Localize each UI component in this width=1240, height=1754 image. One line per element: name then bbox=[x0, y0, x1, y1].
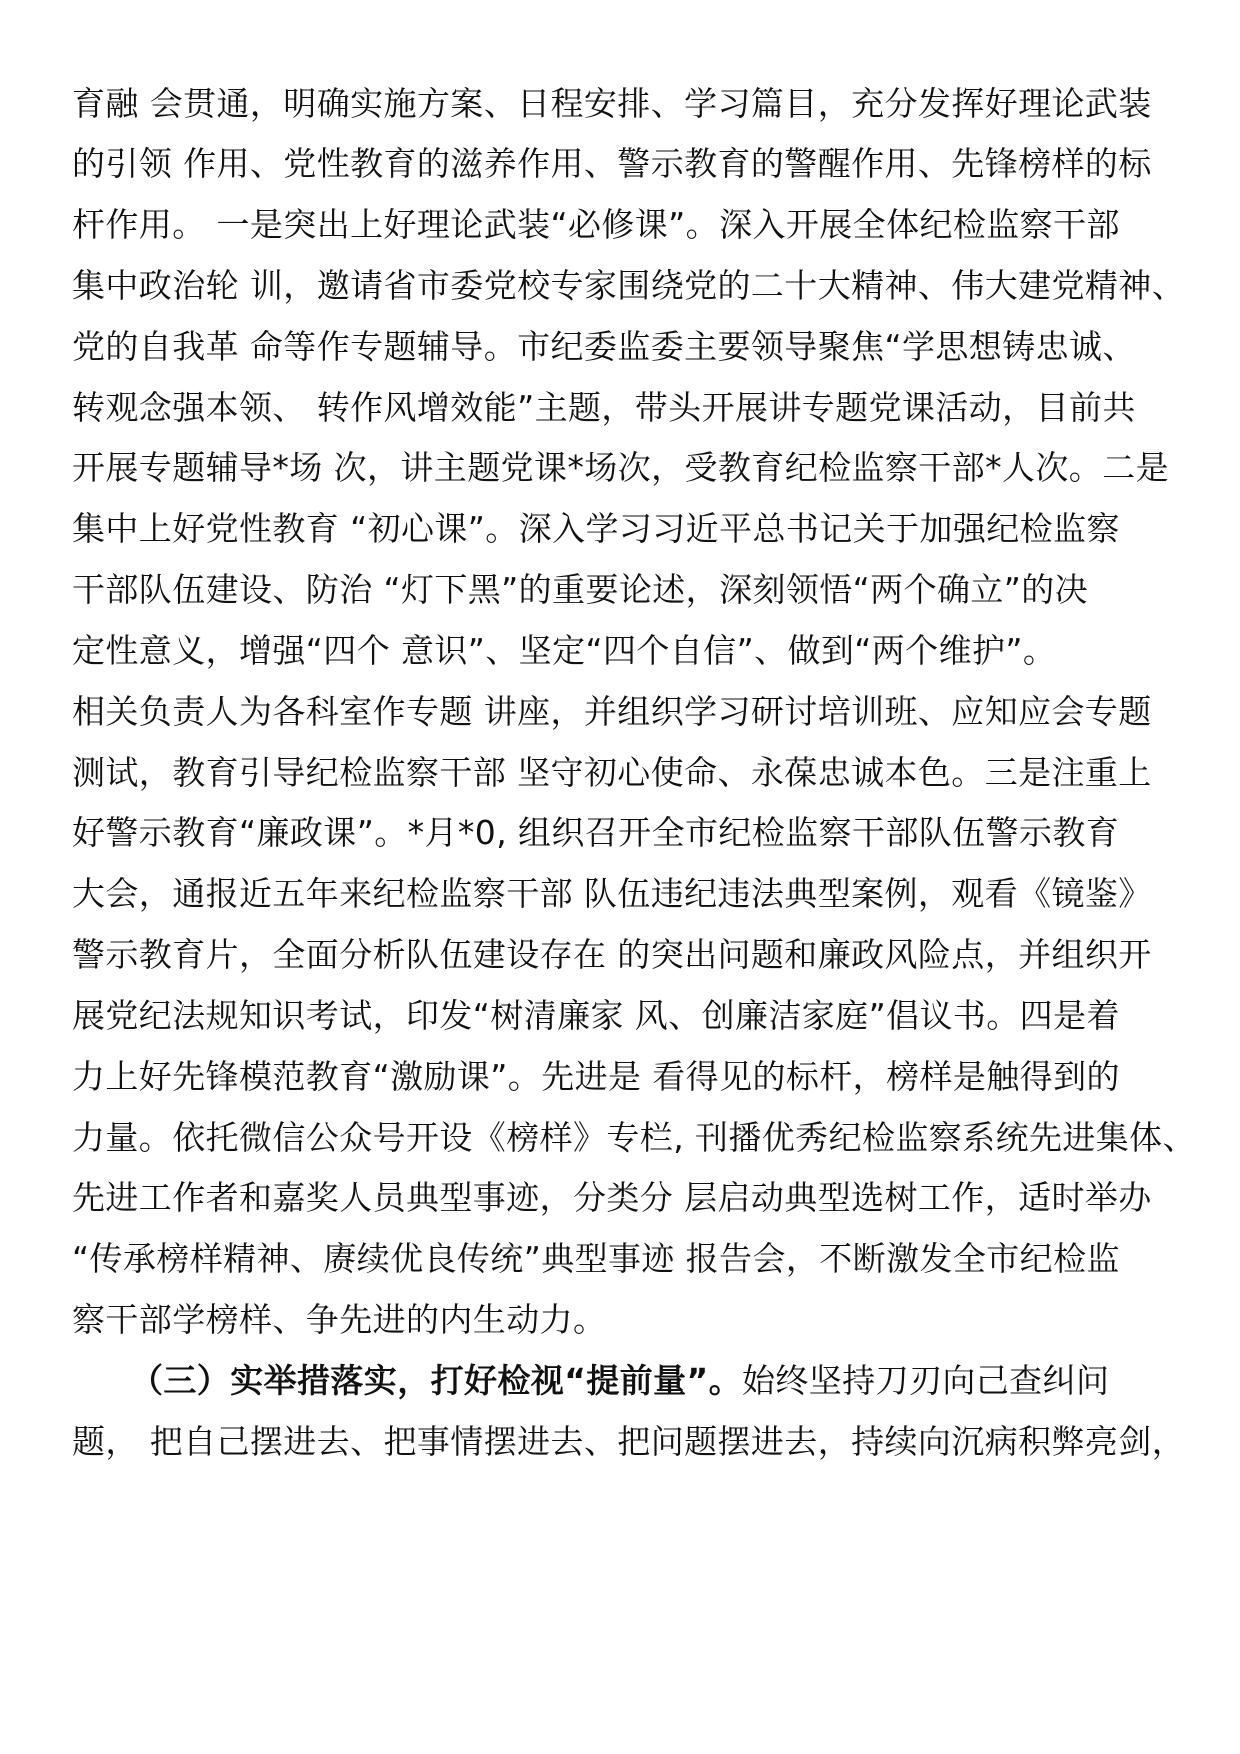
text-line: “传承榜样精神、赓续优良传统”典型事迹 报告会，不断激发全市纪检监 bbox=[72, 1239, 1120, 1278]
text-line: 转观念强本领、 转作风增效能”主题，带头开展讲专题党课活动，目前共 bbox=[72, 388, 1136, 427]
text-line: 测试，教育引导纪检监察干部 坚守初心使命、永葆忠诚本色。三是注重上 bbox=[72, 753, 1152, 792]
text-line: 杆作用。 一是突出上好理论武装“必修课”。深入开展全体纪检监察干部 bbox=[72, 205, 1120, 244]
text-line: 的引领 作用、党性教育的滋养作用、警示教育的警醒作用、先锋榜样的标 bbox=[72, 144, 1152, 183]
text-line: 展党纪法规知识考试，印发“树清廉家 风、创廉洁家庭”倡议书。四是着 bbox=[72, 996, 1120, 1035]
text-line: 题， 把自己摆进去、把事情摆进去、把问题摆进去，持续向沉病积弊亮剑， bbox=[72, 1422, 1186, 1461]
text-line: 开展专题辅导*场 次，讲主题党课*场次，受教育纪检监察干部*人次。二是 bbox=[72, 448, 1169, 487]
section-heading-continuation: 始终坚持刀刃向己查纠问 bbox=[741, 1361, 1110, 1400]
text-line: 集中政治轮 训，邀请省市委党校专家围绕党的二十大精神、伟大建党精神、 bbox=[72, 266, 1186, 305]
text-line: 大会，通报近五年来纪检监察干部 队伍违纪违法典型案例，观看《镜鉴》 bbox=[72, 874, 1152, 913]
text-line: 好警示教育“廉政课”。*月*0, 组织召开全市纪检监察干部队伍警示教育 bbox=[72, 813, 1120, 852]
text-line: 党的自我革 命等作专题辅导。市纪委监委主要领导聚焦“学思想铸忠诚、 bbox=[72, 327, 1136, 366]
text-line: 力上好先锋模范教育“激励课”。先进是 看得见的标杆，榜样是触得到的 bbox=[72, 1057, 1120, 1096]
text-line: 警示教育片，全面分析队伍建设存在 的突出问题和廉政风险点，并组织开 bbox=[72, 935, 1152, 974]
section-heading: （三）实举措落实，打好检视“提前量”。 bbox=[130, 1361, 742, 1400]
text-line: 力量。依托微信公众号开设《榜样》专栏, 刊播优秀纪检监察系统先进集体、 bbox=[72, 1118, 1196, 1157]
text-line: 育融 会贯通，明确实施方案、日程安排、学习篇目，充分发挥好理论武装 bbox=[72, 84, 1152, 123]
text-line: 集中上好党性教育 “初心课”。深入学习习近平总书记关于加强纪检监察 bbox=[72, 509, 1120, 548]
text-line: 先进工作者和嘉奖人员典型事迹，分类分 层启动典型选树工作，适时举办 bbox=[72, 1178, 1152, 1217]
text-line: 干部队伍建设、防治 “灯下黑”的重要论述，深刻领悟“两个确立”的决 bbox=[72, 570, 1089, 609]
text-line: 相关负责人为各科室作专题 讲座，并组织学习研讨培训班、应知应会专题 bbox=[72, 692, 1152, 731]
section-heading-line bbox=[130, 1347, 1170, 1415]
text-line: 定性意义，增强“四个 意识”、坚定“四个自信”、做到“两个维护”。 bbox=[72, 631, 1057, 670]
text-line: 察干部学榜样、争先进的内生动力。 bbox=[72, 1300, 607, 1339]
